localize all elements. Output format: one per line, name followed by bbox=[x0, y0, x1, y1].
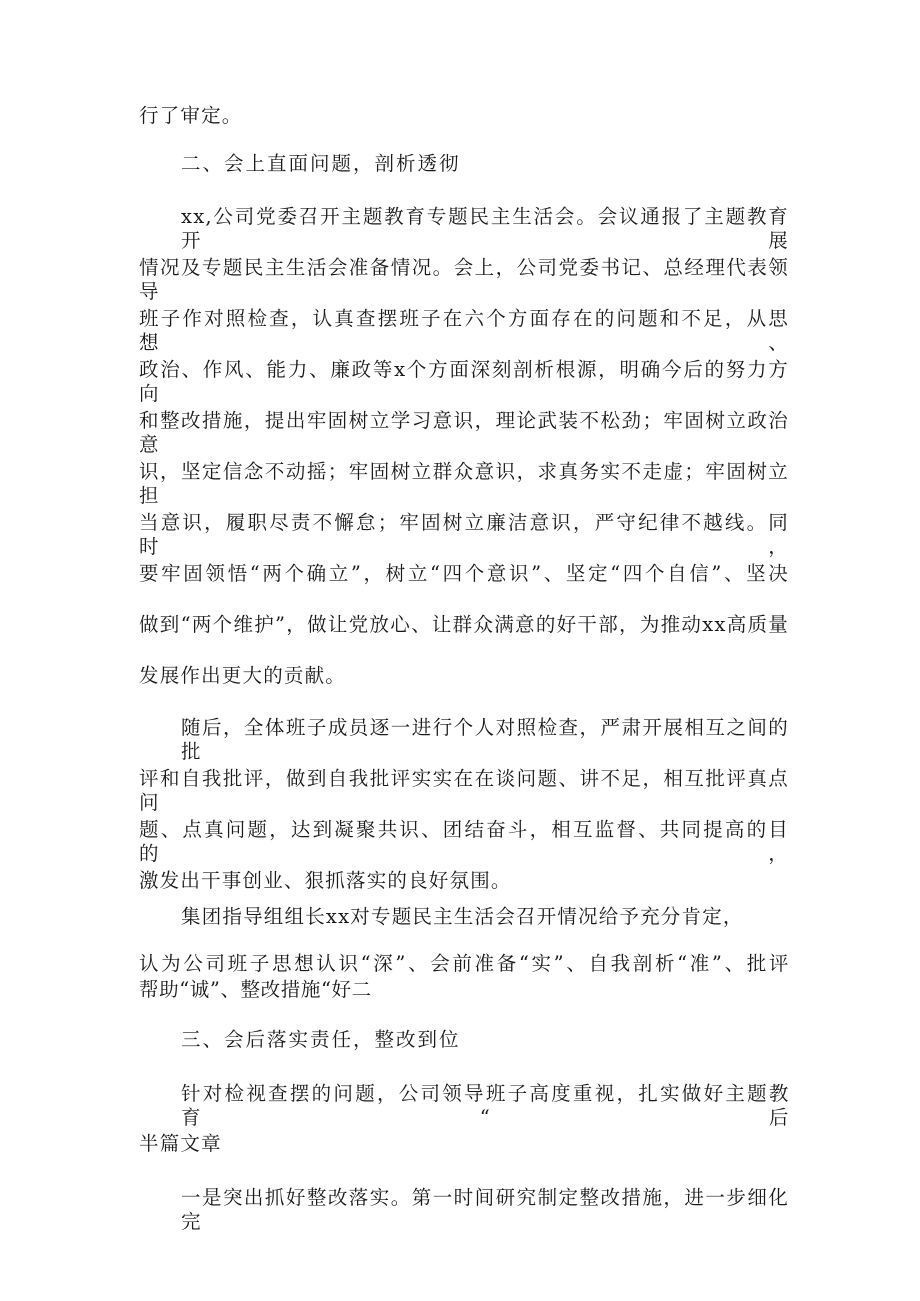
paragraph-line: 班子作对照检查，认真查摆班子在六个方面存在的问题和不足，从思想、 bbox=[139, 307, 789, 354]
paragraph-line: 随后，全体班子成员逐一进行个人对照检查，严肃开展相互之间的批 bbox=[181, 716, 789, 763]
paragraph-line: 评和自我批评，做到自我批评实实在在谈问题、讲不足，相互批评真点问 bbox=[139, 767, 789, 814]
paragraph-line: 针对检视查摆的问题，公司领导班子高度重视，扎实做好主题教育“后 bbox=[181, 1082, 789, 1129]
paragraph-line: 帮助“诚”、整改措施“好二 bbox=[139, 978, 372, 1001]
paragraph-line: 发展作出更大的贡献。 bbox=[139, 664, 347, 687]
paragraph-line: 识，坚定信念不动摇；牢固树立群众意识，求真务实不走虚；牢固树立担 bbox=[139, 460, 789, 507]
paragraph-line: 题、点真问题，达到凝聚共识、团结奋斗，相互监督、共同提高的目的， bbox=[139, 818, 789, 865]
paragraph-line: 激发出干事创业、狠抓落实的良好氛围。 bbox=[139, 869, 512, 892]
paragraph-line: 认为公司班子思想认识“深”、会前准备“实”、自我剖析“准”、批评 bbox=[139, 952, 789, 975]
paragraph-line: xx,公司党委召开主题教育专题民主生活会。会议通报了主题教育开展 bbox=[181, 205, 789, 252]
text-line: 行了审定。 bbox=[139, 104, 243, 127]
paragraph-line: 政治、作风、能力、廉政等x个方面深刻剖析根源，明确今后的努力方向 bbox=[139, 358, 789, 405]
paragraph-line: 和整改措施，提出牢固树立学习意识，理论武装不松劲；牢固树立政治意 bbox=[139, 409, 789, 456]
paragraph-line: 要牢固领悟“两个确立”，树立“四个意识”、坚定“四个自信”、坚决 bbox=[139, 562, 789, 585]
paragraph-line: 一是突出抓好整改落实。第一时间研究制定整改措施，进一步细化完 bbox=[181, 1186, 789, 1233]
section-heading: 三、会后落实责任，整改到位 bbox=[181, 1028, 461, 1051]
paragraph-line: 做到“两个维护”，做让党放心、让群众满意的好干部，为推动xx高质量 bbox=[139, 613, 789, 636]
paragraph-line: 当意识，履职尽责不懈怠；牢固树立廉洁意识，严守纪律不越线。同时， bbox=[139, 511, 789, 558]
paragraph-line: 情况及专题民主生活会准备情况。会上，公司党委书记、总经理代表领导 bbox=[139, 256, 789, 303]
section-heading: 二、会上直面问题，剖析透彻 bbox=[181, 152, 461, 175]
paragraph-line: 集团指导组组长xx对专题民主生活会召开情况给予充分肯定， bbox=[181, 905, 744, 928]
paragraph-line: 半篇文章 bbox=[139, 1132, 222, 1155]
